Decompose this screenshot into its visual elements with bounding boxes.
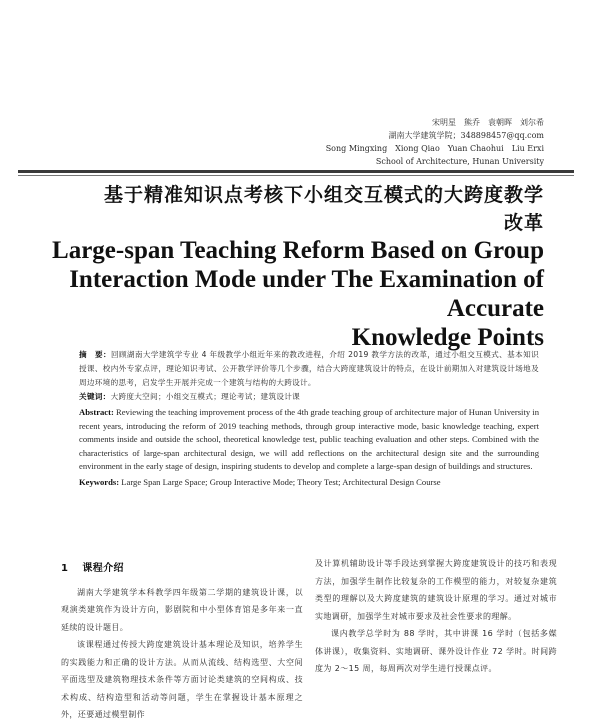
keywords-en-label: Keywords:	[79, 476, 120, 487]
affiliation-cn: 湖南大学建筑学院；348898457@qq.com	[388, 131, 544, 140]
abstract-cn-text: 回顾湖南大学建筑学专业 4 年级教学小组近年来的教改进程，介绍 2019 教学方法的改革，通过小组交互模式、基本知识授课、校内外专家点评，理论知识考试、公开教学评价等几个步骤，结合大跨度建筑设计的特点，在设计前期加入对建筑设计场地及周边环境的思考，启发学生开展并完成一个建筑与结构的大跨设计。	[79, 350, 539, 387]
header-rule-thick	[18, 170, 574, 173]
keywords-cn-label: 关键词：	[79, 392, 111, 401]
author-block	[224, 116, 544, 168]
section-paragraph-1: 湖南大学建筑学本科教学四年级第二学期的建筑设计课，以观演类建筑作为设计方向，影剧院和中小型体育馆是多年来一直延续的设计题目。	[61, 587, 303, 632]
abstract-cn	[79, 348, 539, 390]
keywords-cn-text: 大跨度大空间；小组交互模式；理论考试；建筑设计课	[110, 392, 301, 401]
title-en-line3: Knowledge Points	[351, 324, 544, 351]
title-cn-line2: 改革	[503, 212, 544, 234]
abstract-en-label: Abstract:	[79, 407, 114, 417]
header-rule-thin	[18, 175, 574, 176]
keywords-cn	[79, 390, 539, 404]
section-title: 课程介绍	[82, 563, 124, 574]
title-cn-line1: 基于精准知识点考核下小组交互模式的大跨度教学	[103, 184, 544, 206]
keywords-en	[79, 476, 539, 489]
keywords-en-text: Large Span Large Space; Group Interactive Mode; Theory Test; Architectural Design Course	[121, 476, 441, 487]
abstract-block	[79, 348, 539, 489]
right-paragraph-1: 及计算机辅助设计等手段达到掌握大跨度建筑设计的技巧和表现方法，加强学生制作比较复杂的工作模型的能力，对较复杂建筑类型的理解以及大跨度建筑的建筑设计原理的学习。通过对城市实地调研，加强学生对城市要求及社会性要求的理解。	[315, 559, 557, 621]
section-heading	[61, 560, 303, 578]
left-column	[61, 560, 303, 724]
right-paragraph-2: 课内教学总学时为 88 学时，其中讲课 16 学时（包括多媒体讲课），收集资料、实地调研、课外设计作业 72 学时。时间跨度为 2～15 周，每周两次对学生进行授课点评。	[315, 629, 557, 673]
title-english	[4, 236, 544, 352]
authors-en: Song Mingxing Xiong Qiao Yuan Chaohui Liu Erxi	[325, 144, 544, 153]
abstract-en-text: Reviewing the teaching improvement process of the 4th grade teaching group of architecture major of Hunan University in recent years, introducing the reform of 2019 teaching methods, through group interactive mode, basic knowledge teaching, expert comments inside and outside the school, theoretical knowledge test, public teaching evaluation and other steps. Combined with the characteristics of large-span architectural design, we will add reflections on the architectural design site and the surrounding environment in the early stage of design, inspiring students to develop and complete a large-span design of buildings and structures.	[79, 407, 539, 471]
authors-cn: 宋明星 熊乔 袁朝晖 刘尔希	[432, 118, 544, 127]
affiliation-en: School of Architecture, Hunan University	[375, 157, 544, 166]
title-chinese	[24, 181, 544, 237]
title-en-line2: Interaction Mode under The Examination of Accurate	[69, 266, 544, 322]
abstract-en	[79, 406, 539, 474]
section-number: 1	[61, 563, 69, 574]
section-paragraph-2: 该课程通过传授大跨度建筑设计基本理论及知识，培养学生的实践能力和正确的设计方法。从而从流线、结构选型、大空间平面选型及建筑物理技术条件等方面讨论类建筑的空间构成、技术构成、结构造型和活动等问题，学生在掌握设计基本原理之外，还要通过模型制作	[61, 640, 303, 719]
right-column	[315, 555, 557, 678]
title-en-line1: Large-span Teaching Reform Based on Group	[52, 237, 544, 264]
abstract-cn-label: 摘 要：	[79, 350, 111, 359]
